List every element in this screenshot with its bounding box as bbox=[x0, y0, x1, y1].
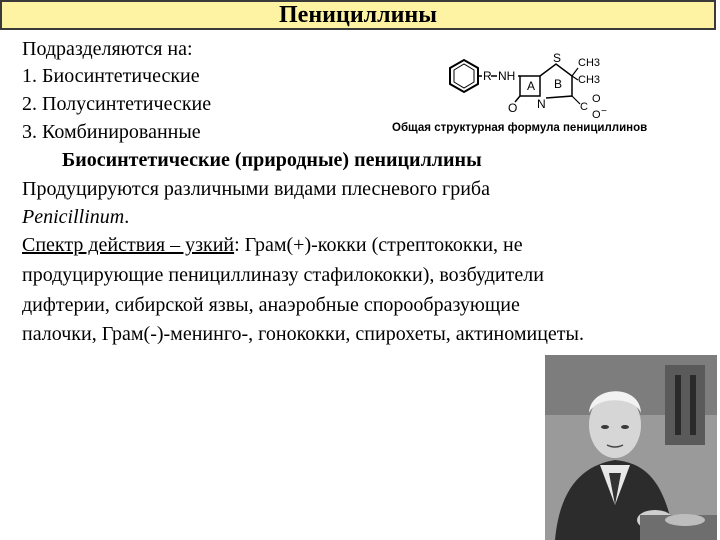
formula-label: CH3 bbox=[578, 57, 601, 69]
slide-title: Пенициллины bbox=[279, 2, 437, 28]
spectrum-rest: : Грам(+)-кокки (стрептококки, не bbox=[234, 234, 523, 256]
body-line: дифтерии, сибирской язвы, анаэробные спорообразующие bbox=[22, 294, 520, 316]
formula-label: O bbox=[508, 101, 518, 115]
body-line: Продуцируются различными видами плесневого гриба bbox=[22, 178, 490, 200]
spectrum-label: Спектр действия – узкий bbox=[22, 234, 235, 256]
formula-label: O bbox=[592, 93, 601, 105]
body-line bbox=[22, 205, 129, 229]
formula-label: A bbox=[527, 79, 536, 93]
body-line: продуцирующие пенициллиназу стафилококки), возбудители bbox=[22, 264, 544, 286]
benzene-ring bbox=[454, 64, 474, 88]
formula-label: S bbox=[553, 51, 562, 65]
formula-label: C bbox=[580, 101, 588, 113]
list-item: 2. Полусинтетические bbox=[22, 93, 212, 115]
body-line bbox=[22, 233, 523, 257]
formula-label: CH3 bbox=[578, 74, 601, 86]
section-heading: Биосинтетические (природные) пенициллины bbox=[62, 149, 482, 171]
formula-label: O bbox=[592, 109, 601, 121]
body-line: палочки, Грам(-)-менинго-, гонококки, спирохеты, актиномицеты. bbox=[22, 323, 584, 345]
period: . bbox=[124, 206, 130, 228]
latin-name: Penicillinum bbox=[22, 206, 125, 228]
formula-label: N bbox=[537, 97, 546, 111]
intro-text: Подразделяются на: bbox=[22, 38, 193, 60]
list-item: 3. Комбинированные bbox=[22, 121, 201, 143]
list-item: 1. Биосинтетические bbox=[22, 65, 200, 87]
formula-label: B bbox=[554, 77, 563, 91]
formula-label: NH bbox=[498, 69, 516, 83]
svg-text:−: − bbox=[601, 106, 607, 117]
scientist-photo bbox=[545, 355, 717, 540]
formula-label: R bbox=[483, 69, 492, 83]
formula-caption: Общая структурная формула пенициллинов bbox=[392, 122, 648, 134]
